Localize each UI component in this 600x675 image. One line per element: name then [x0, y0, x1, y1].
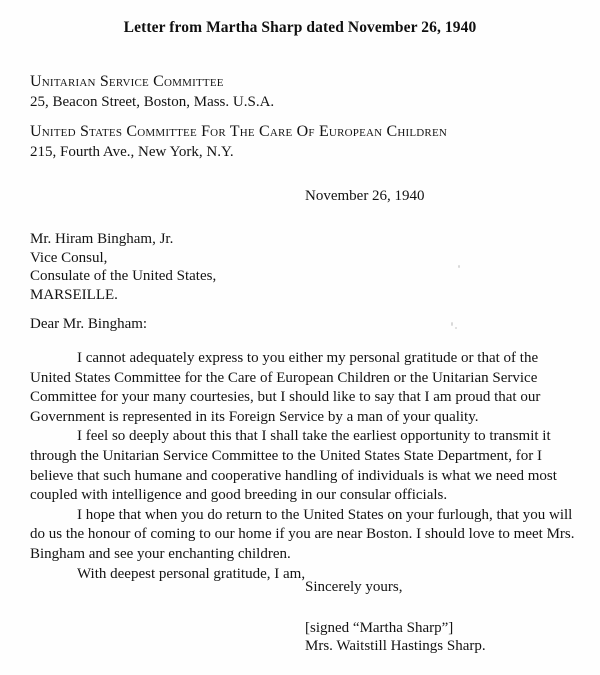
scan-speckle	[451, 322, 453, 326]
letter-body	[30, 349, 580, 584]
page-title: Letter from Martha Sharp dated November 26, 1940	[123, 19, 477, 36]
recipient-name: Mr. Hiram Bingham, Jr.	[30, 231, 174, 247]
letterhead-block-unitarian	[30, 71, 274, 113]
recipient-city: MARSEILLE.	[30, 286, 118, 303]
salutation: Dear Mr. Bingham:	[30, 316, 148, 332]
signature-space	[305, 597, 486, 619]
scan-speckle	[455, 327, 457, 329]
recipient-office: Consulate of the United States,	[30, 268, 217, 284]
letterhead-block-us-committee	[30, 121, 447, 163]
organization-name: United States Committee For The Care Of European Children	[30, 123, 448, 140]
organization-address: 215, Fourth Ave., New York, N.Y.	[30, 144, 234, 160]
valediction: Sincerely yours,	[305, 579, 403, 595]
body-paragraph: I feel so deeply about this that I shall take the earliest opportunity to transmit it through the Unitarian Service Committee to the United States State Department, for I believe that such humane and cooperative handling of individuals is what we need most coupled with intelligence and good breeding in our consular officials.	[30, 428, 557, 504]
signer-name: Mrs. Waitstill Hastings Sharp.	[305, 638, 486, 654]
organization-name: Unitarian Service Committee	[30, 73, 224, 90]
closing-block	[305, 578, 486, 656]
body-paragraph: I hope that when you do return to the United States on your furlough, that you will do us the honour of coming to our home if you are near Boston. I should love to meet Mrs. Bingham and see your enchanting children.	[30, 506, 575, 562]
recipient-address-block	[30, 230, 216, 304]
organization-address: 25, Beacon Street, Boston, Mass. U.S.A.	[30, 94, 275, 110]
body-paragraph: With deepest personal gratitude, I am,	[77, 565, 306, 582]
signature-note: [signed “Martha Sharp”]	[305, 619, 454, 636]
recipient-title: Vice Consul,	[30, 249, 108, 266]
body-paragraph: I cannot adequately express to you either my personal gratitude or that of the United States Committee for the Care of European Children or the Unitarian Service Committee for your many courtesies, but I should like to say that I am proud that our Government is represented in its Foreign Service by a man of your quality.	[30, 350, 541, 425]
scan-speckle	[458, 265, 460, 268]
letter-date: November 26, 1940	[305, 188, 425, 204]
